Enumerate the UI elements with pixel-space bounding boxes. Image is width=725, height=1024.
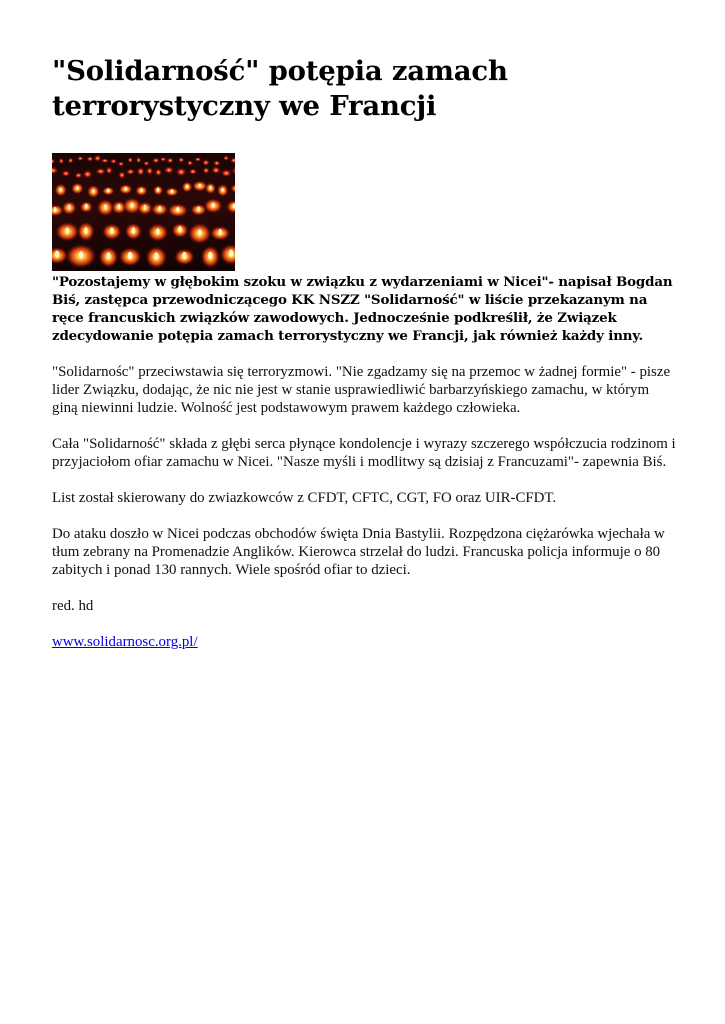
candle-flame xyxy=(197,206,200,211)
candle-flame xyxy=(125,187,127,191)
article-lead: "Pozostajemy w głębokim szoku w związku z wydarzeniami w Nicei"- napisał Bogdan Biś, zastępca przewodniczącego KK NSZZ "Solidarność" w liście przekazanym na ręce francuskich związków zawodowych. Jednocześnie podkreślił, że Związek zdecydowanie potępia zamach terrorystyczny we Francji, jak również każdy inny. xyxy=(52,274,673,344)
candle-flame xyxy=(157,188,159,192)
candle-flame xyxy=(171,189,173,193)
article-paragraph: "Solidarnośc" przeciwstawia się terroryzmowi. "Nie zgadzamy się na przemoc w żadnej formie" - pisze lider Związku, dodając, że nic nie jest w stanie usprawiedliwić barbarzyńskiego zamachu, w którym giną niewinni ludzie. Wolność jest podstawowym prawem każdego człowieka. xyxy=(52,364,671,416)
candle-glow xyxy=(176,168,187,177)
candle-glow xyxy=(101,158,109,163)
source-link[interactable]: www.solidarnosc.org.pl/ xyxy=(52,634,198,650)
candle-glow xyxy=(106,166,113,174)
candle-flame xyxy=(144,205,147,210)
candle-flame xyxy=(178,226,182,232)
candle-glow xyxy=(68,157,74,163)
candle-glow xyxy=(59,158,64,165)
candle-glow xyxy=(143,161,150,166)
candle-flame xyxy=(68,205,71,210)
article-signature: red. hd xyxy=(52,598,94,614)
candle-glow xyxy=(187,160,194,166)
candle-flame xyxy=(110,228,114,234)
candle-flame xyxy=(158,206,161,211)
candle-flame xyxy=(79,251,83,259)
candle-glow xyxy=(152,157,160,163)
candle-flame xyxy=(154,252,158,260)
candle-glow xyxy=(77,156,84,161)
candle-flame xyxy=(55,251,59,259)
candle-flame xyxy=(128,252,132,260)
candle-glow xyxy=(167,157,174,163)
candle-flame xyxy=(212,202,215,207)
candle-glow xyxy=(126,168,135,175)
candle-flame xyxy=(132,227,136,233)
candle-flame xyxy=(209,186,211,190)
article xyxy=(52,54,677,651)
candle-glow xyxy=(61,170,70,177)
candle-glow xyxy=(189,168,198,175)
candle-flame xyxy=(60,188,62,192)
candle-glow xyxy=(118,171,126,179)
candle-flame xyxy=(107,189,109,193)
candle-glow xyxy=(213,160,221,166)
candle-glow xyxy=(221,169,232,177)
article-paragraph: Do ataku doszło w Nicei podczas obchodów święta Dnia Bastylii. Rozpędzona ciężarówka wjechała w tłum zebrany na Promenadzie Anglików. Kierowca strzelał do ludzi. Francuska policja informuje o 80 zabitych i ponad 130 rannych. Wiele spośród ofiar to dzieci. xyxy=(52,526,665,578)
article-paragraph: Cała "Solidarność" składa z głębi serca płynące kondolencje i wyrazy szczerego współczucia rodzinom i przyjaciołom ofiar zamachu w Nicei. "Nasze myśli i modlitwy są dzisiaj z Francuzami"- zapewnia Biś. xyxy=(52,436,676,470)
candle-flame xyxy=(118,204,121,209)
candle-glow xyxy=(202,159,210,166)
candle-flame xyxy=(131,202,134,207)
candle-glow xyxy=(95,168,106,175)
candle-glow xyxy=(160,157,167,162)
candle-flame xyxy=(208,252,212,260)
candle-glow xyxy=(223,155,229,160)
candle-flame xyxy=(222,188,224,192)
candles-photo xyxy=(52,153,235,271)
candle-glow xyxy=(164,166,175,174)
candle-glow xyxy=(127,157,133,163)
candle-glow xyxy=(202,167,210,174)
candle-glow xyxy=(136,157,141,164)
candle-flame xyxy=(66,228,70,234)
candle-flame xyxy=(106,252,110,260)
candle-glow xyxy=(136,167,145,176)
candle-flame xyxy=(104,204,107,209)
candle-glow xyxy=(110,159,117,164)
candle-glow xyxy=(87,156,94,162)
candle-flame xyxy=(199,184,201,188)
candle-glow xyxy=(146,167,153,176)
candle-glow xyxy=(118,161,125,166)
candle-glow xyxy=(74,172,82,178)
candle-flame xyxy=(54,207,57,212)
candle-flame xyxy=(229,250,233,258)
article-paragraph: List został skierowany do zwiazkowców z CFDT, CFTC, CGT, FO oraz UIR-CFDT. xyxy=(52,490,557,506)
candle-flame xyxy=(85,204,88,209)
candle-flame xyxy=(186,185,188,189)
candle-flame xyxy=(182,252,186,260)
candle-glow xyxy=(194,157,201,162)
candle-flame xyxy=(140,188,142,192)
candle-glow xyxy=(155,168,163,176)
candle-glow xyxy=(82,170,92,179)
candle-flame xyxy=(218,229,222,235)
candle-glow xyxy=(178,157,185,163)
candle-flame xyxy=(76,186,78,190)
candle-flame xyxy=(198,229,202,235)
candle-flame xyxy=(156,228,160,234)
candle-flame xyxy=(92,189,94,193)
candle-flame xyxy=(176,207,179,212)
candle-glow xyxy=(94,155,102,162)
candle-flame xyxy=(84,227,88,233)
article-title: "Solidarność" potępia zamach terrorystyczny we Francji xyxy=(52,55,508,122)
candle-glow xyxy=(211,166,221,174)
